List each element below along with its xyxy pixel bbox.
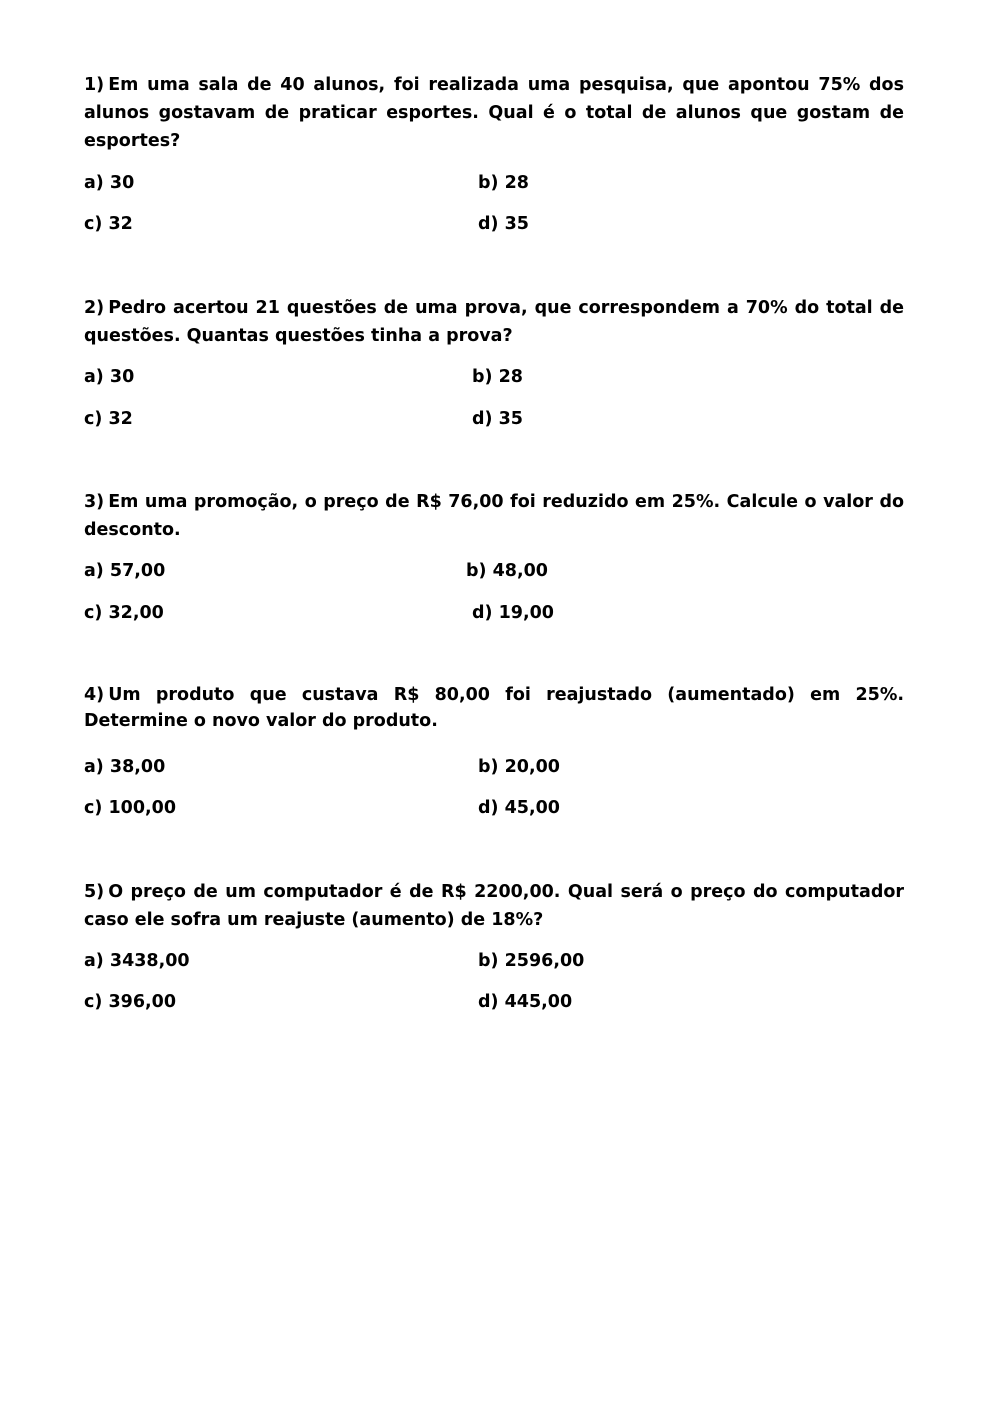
question-1-number: 1) — [84, 75, 105, 95]
question-2 — [84, 294, 904, 350]
question-3-text: 3) Em uma promoção, o preço de R$ 76,00 foi reduzido em 25%. Calcule o valor do desconto. — [84, 492, 904, 540]
question-4-number: 4) — [84, 685, 105, 705]
question-5 — [84, 878, 904, 934]
question-3-number: 3) — [84, 492, 105, 512]
question-2-option-b: b) 28 — [472, 367, 523, 387]
question-3-option-a: a) 57,00 — [84, 561, 166, 581]
question-4 — [84, 682, 904, 734]
question-3-option-b: b) 48,00 — [466, 561, 548, 581]
question-5-number: 5) — [84, 882, 105, 902]
question-5-option-b: b) 2596,00 — [478, 951, 585, 971]
question-4-option-a: a) 38,00 — [84, 757, 166, 777]
question-1-option-b: b) 28 — [478, 173, 529, 193]
question-1-option-a: a) 30 — [84, 173, 135, 193]
question-4-option-d: d) 45,00 — [478, 798, 560, 818]
question-1-option-c: c) 32 — [84, 214, 133, 234]
question-2-option-a: a) 30 — [84, 367, 135, 387]
question-3-option-d: d) 19,00 — [472, 603, 554, 623]
question-2-option-c: c) 32 — [84, 409, 133, 429]
question-5-option-c: c) 396,00 — [84, 992, 176, 1012]
question-2-text: 2) Pedro acertou 21 questões de uma prova, que correspondem a 70% do total de questões. Quantas questões tinha a prova? — [84, 298, 904, 346]
question-4-option-b: b) 20,00 — [478, 757, 560, 777]
question-5-option-a: a) 3438,00 — [84, 951, 190, 971]
question-3-option-c: c) 32,00 — [84, 603, 164, 623]
question-3 — [84, 488, 904, 544]
question-1-text: 1) Em uma sala de 40 alunos, foi realizada uma pesquisa, que apontou 75% dos alunos gostavam de praticar esportes. Qual é o total de alunos que gostam de esportes? — [84, 75, 904, 151]
question-5-option-d: d) 445,00 — [478, 992, 573, 1012]
question-4-text: 4) Um produto que custava R$ 80,00 foi reajustado (aumentado) em 25%. Determine o novo valor do produto. — [84, 685, 904, 731]
question-1 — [84, 71, 904, 155]
question-4-option-c: c) 100,00 — [84, 798, 176, 818]
question-2-option-d: d) 35 — [472, 409, 523, 429]
question-2-number: 2) — [84, 298, 105, 318]
question-1-option-d: d) 35 — [478, 214, 529, 234]
question-5-text: 5) O preço de um computador é de R$ 2200,00. Qual será o preço do computador caso ele sofra um reajuste (aumento) de 18%? — [84, 882, 904, 930]
